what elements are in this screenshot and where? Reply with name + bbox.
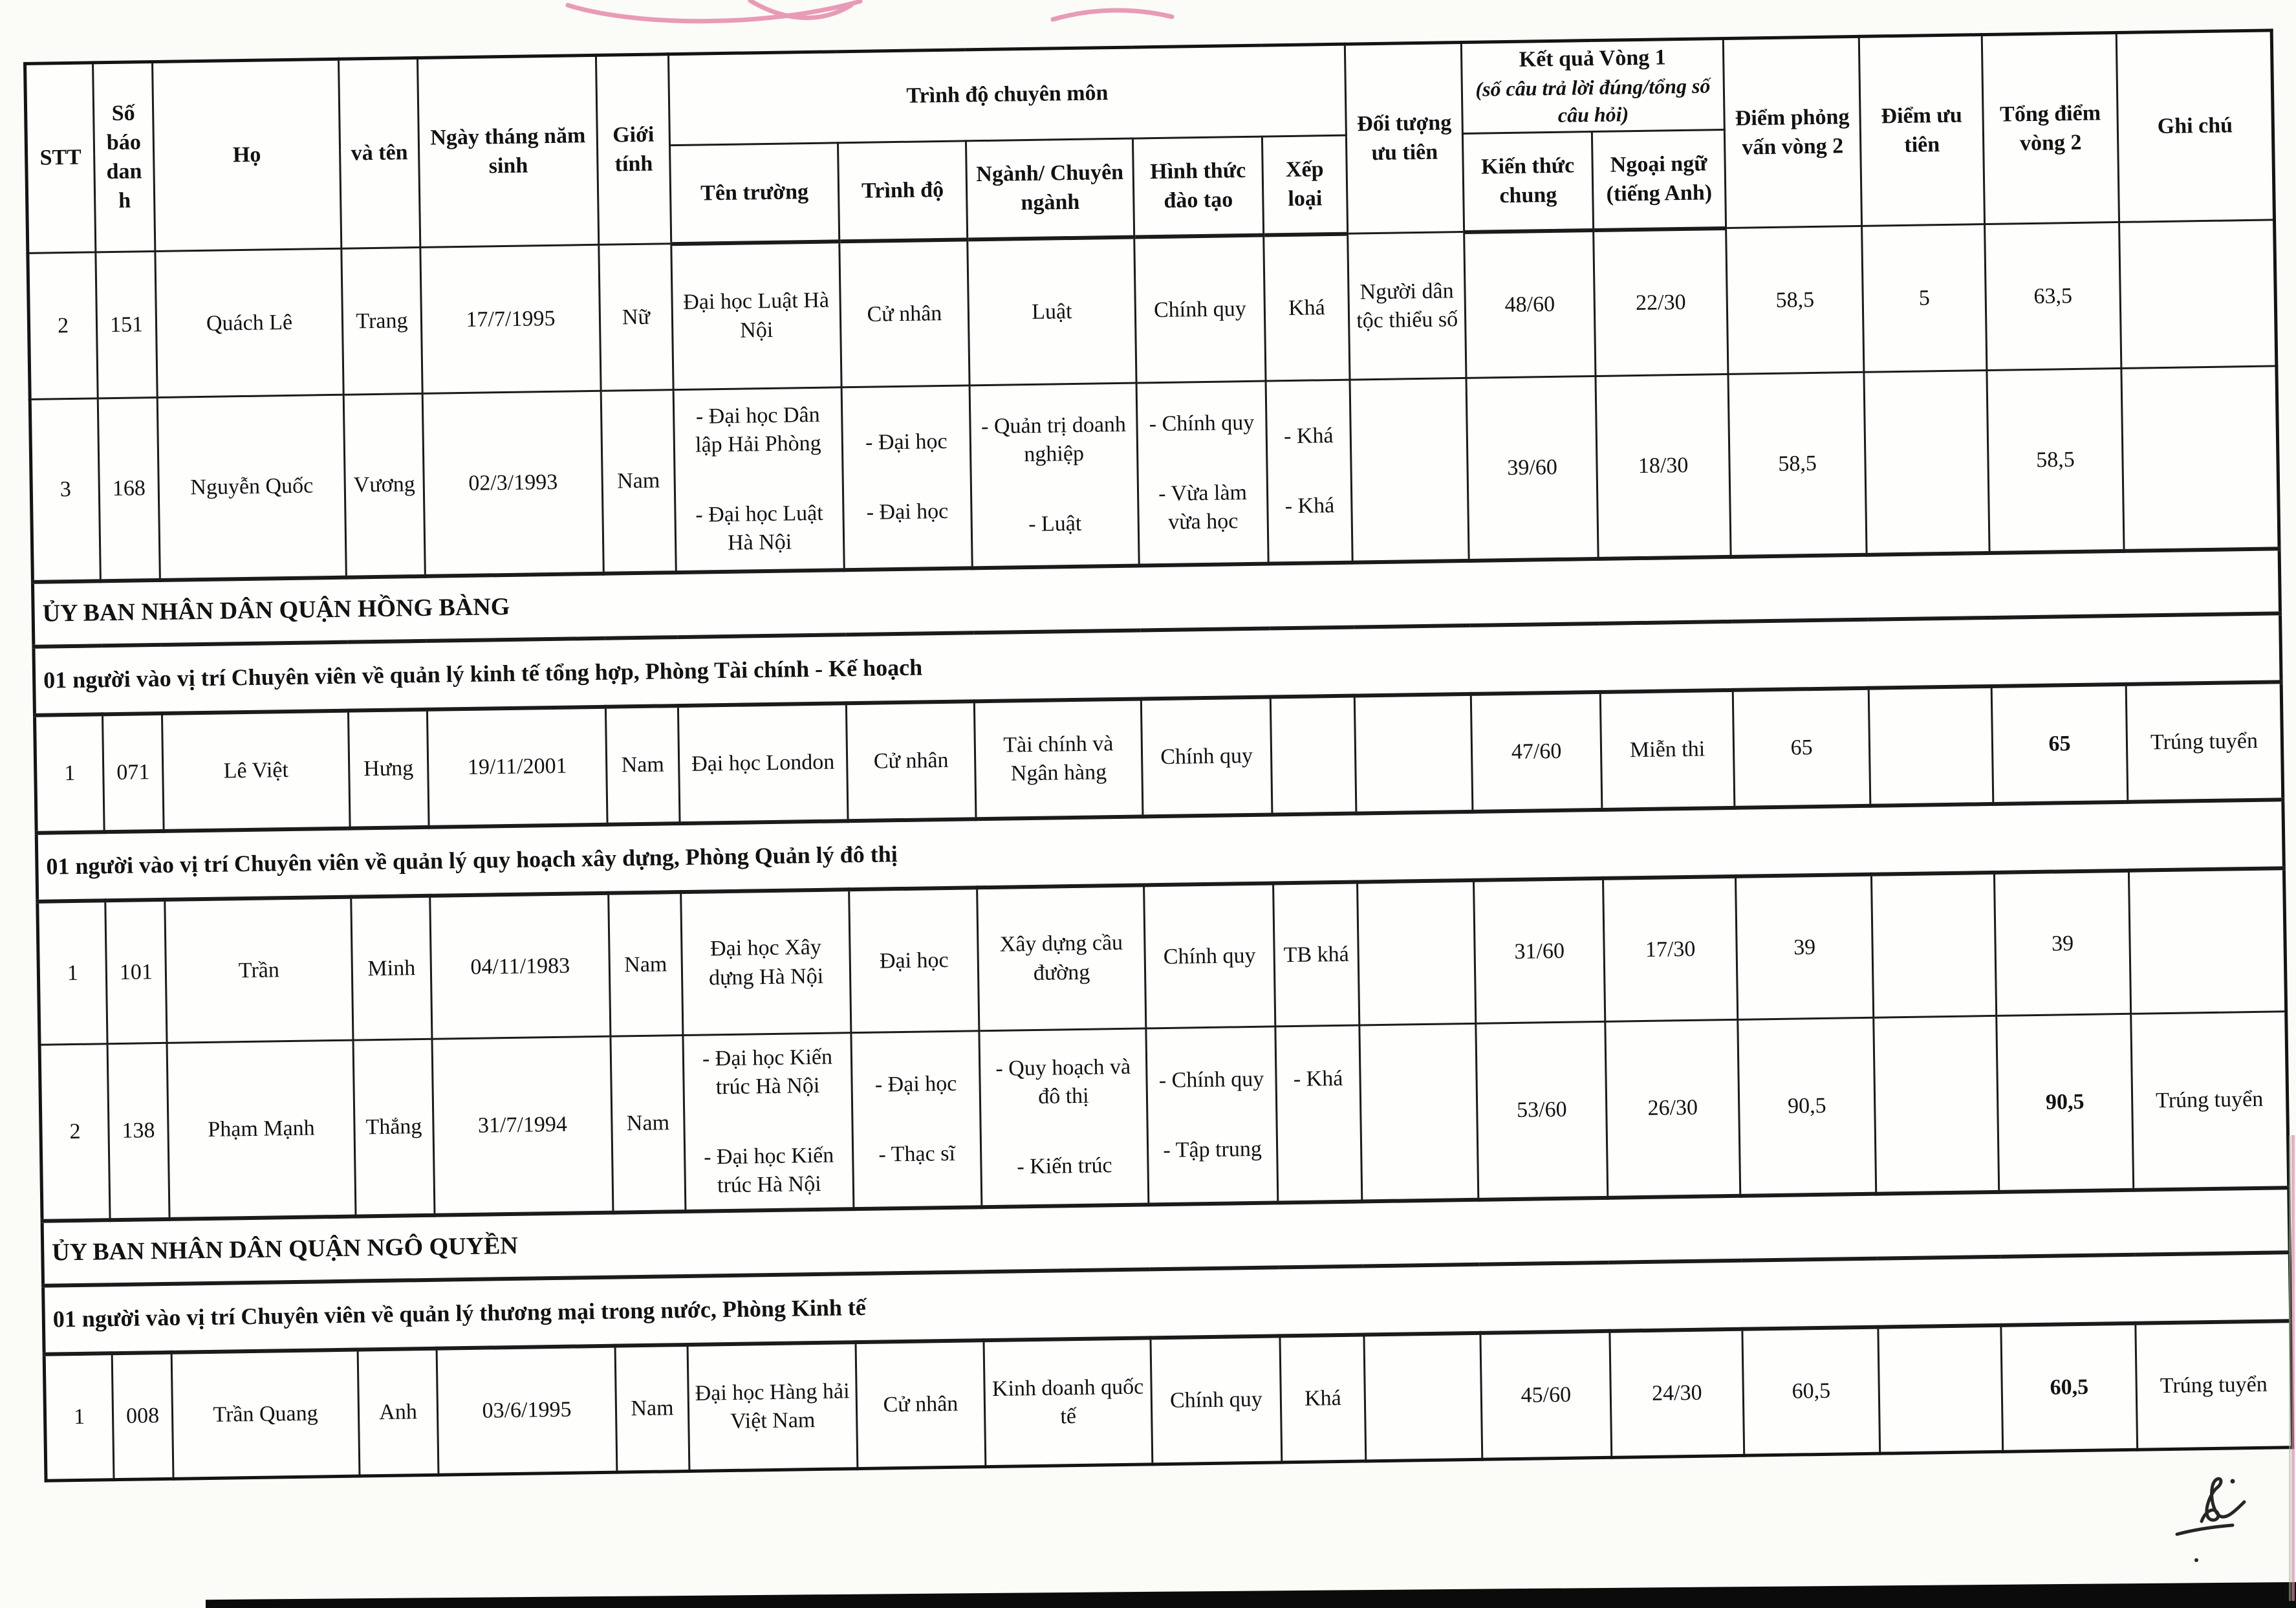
cell-stt: 2 — [39, 1044, 110, 1221]
cell-ngoai-ngu: 18/30 — [1596, 375, 1731, 559]
cell-so-bao-danh: 138 — [107, 1043, 169, 1220]
cell-gioi-tinh: Nữ — [599, 244, 673, 391]
cell-gioi-tinh: Nam — [605, 706, 680, 825]
cell-diem-phong-van: 39 — [1736, 875, 1874, 1020]
col-header-ho: Họ — [153, 59, 341, 252]
cell-trinh-do — [841, 386, 972, 570]
cell-stt: 1 — [34, 714, 104, 833]
cell-va-ten: Trang — [341, 248, 422, 395]
col-header-hinh-thuc: Hình thức đào tạo — [1132, 136, 1263, 237]
table-header — [25, 30, 2275, 254]
cell-so-bao-danh: 101 — [105, 900, 167, 1044]
position-row-label: 01 người vào vị trí Chuyên viên về quản lý thương mại trong nước, Phòng Kinh tế — [43, 1252, 2291, 1354]
col-header-ten-truong: Tên trường — [670, 143, 839, 244]
multi-entry-stack — [858, 1069, 975, 1169]
cell-doi-tuong-uu-tien — [1359, 1024, 1478, 1202]
cell-diem-uu-tien — [1878, 1325, 2003, 1454]
cell-trinh-do: Đại học — [849, 887, 979, 1033]
multi-entry-stack — [1143, 409, 1262, 538]
multi-entry-stack — [680, 400, 838, 558]
cell-ngay-sinh: 31/7/1994 — [432, 1037, 613, 1215]
section-row-label: ỦY BAN NHÂN DÂN QUẬN NGÔ QUYỀN — [42, 1188, 2290, 1286]
cell-ngoai-ngu: Miễn thi — [1600, 690, 1735, 810]
cell-so-bao-danh: 151 — [96, 252, 157, 398]
cell-xep-loai — [1266, 380, 1352, 563]
cell-hinh-thuc: Chính quy — [1144, 883, 1275, 1028]
cell-diem-uu-tien — [1864, 371, 1989, 555]
cell-tong-diem: 63,5 — [1985, 223, 2121, 371]
cell-line: - Khá — [1284, 494, 1335, 519]
cell-tong-diem: 58,5 — [1987, 369, 2124, 553]
cell-trinh-do — [851, 1031, 982, 1209]
cell-ngoai-ngu: 24/30 — [1610, 1329, 1744, 1458]
cell-nganh — [979, 1028, 1149, 1207]
cell-va-ten: Vương — [343, 394, 425, 578]
cell-line: - Tập trung — [1163, 1136, 1262, 1163]
cell-tong-diem: 60,5 — [2001, 1323, 2138, 1452]
cell-line: - Đại học — [874, 1071, 957, 1097]
col-header-diem-uu-tien: Điểm ưu tiên — [1859, 35, 1984, 226]
cell-line: - Đại học — [865, 429, 948, 455]
cell-line: - Đại học Dân lập Hải Phòng — [695, 402, 821, 457]
col-header-va-ten: và tên — [338, 58, 420, 248]
cell-line: - Vừa làm vừa học — [1158, 481, 1248, 535]
cell-line: - Đại học Kiến trúc Hà Nội — [703, 1143, 834, 1198]
cell-hinh-thuc: Chính quy — [1151, 1336, 1282, 1464]
cell-stt: 1 — [44, 1353, 114, 1481]
cell-nganh: Luật — [968, 237, 1136, 386]
cell-xep-loai: Khá — [1264, 234, 1350, 381]
cell-gioi-tinh: Nam — [601, 390, 676, 574]
cell-ghi-chu: Trúng tuyển — [2126, 682, 2283, 802]
cell-tong-diem: 65 — [1991, 684, 2128, 804]
cell-diem-phong-van: 58,5 — [1726, 226, 1864, 375]
cell-gioi-tinh: Nam — [615, 1345, 689, 1473]
cell-diem-uu-tien: 5 — [1862, 224, 1987, 373]
cell-tong-diem: 90,5 — [1997, 1014, 2134, 1192]
cell-diem-uu-tien — [1868, 686, 1993, 806]
cell-ngay-sinh: 19/11/2001 — [427, 707, 607, 827]
cell-kien-thuc-chung: 48/60 — [1464, 230, 1596, 378]
cell-tong-diem: 39 — [1994, 871, 2130, 1016]
col-header-ngoai-ngu: Ngoại ngữ (tiếng Anh) — [1592, 130, 1726, 230]
cell-ghi-chu — [2121, 366, 2279, 551]
cell-gioi-tinh: Nam — [609, 892, 683, 1037]
position-row-label: 01 người vào vị trí Chuyên viên về quản lý kinh tế tổng hợp, Phòng Tài chính - Kế hoạch — [34, 613, 2281, 715]
col-header-diem-phong-van: Điểm phỏng vấn vòng 2 — [1723, 36, 1861, 228]
cell-stt: 1 — [38, 900, 107, 1045]
multi-entry-stack — [689, 1043, 848, 1201]
multi-entry-stack — [976, 410, 1132, 539]
cell-ngoai-ngu: 17/30 — [1603, 876, 1738, 1022]
cell-hinh-thuc — [1146, 1027, 1278, 1204]
results-table — [23, 28, 2294, 1483]
multi-entry-stack — [1272, 422, 1345, 521]
cell-ten-truong: Đại học London — [678, 703, 848, 823]
cell-line: - Quản trị doanh nghiệp — [980, 412, 1127, 467]
col-group-trinh-do-chuyen-mon: Trình độ chuyên môn — [668, 44, 1346, 146]
cell-diem-phong-van: 60,5 — [1742, 1327, 1880, 1456]
results-table-wrap — [23, 28, 2292, 1483]
candidate-row — [30, 366, 2279, 582]
cell-kien-thuc-chung: 45/60 — [1480, 1331, 1612, 1460]
cell-kien-thuc-chung: 39/60 — [1466, 376, 1598, 561]
cell-line: - Luật — [1028, 511, 1082, 537]
section-row-label: ỦY BAN NHÂN DÂN QUẬN HỒNG BÀNG — [32, 549, 2280, 647]
col-header-ngay-sinh: Ngày tháng năm sinh — [417, 55, 598, 247]
cell-doi-tuong-uu-tien: Người dân tộc thiểu số — [1348, 232, 1466, 380]
cell-ngay-sinh: 17/7/1995 — [420, 245, 601, 394]
cell-ngoai-ngu: 26/30 — [1605, 1020, 1740, 1198]
cell-doi-tuong-uu-tien — [1358, 880, 1476, 1026]
scan-bottom-edge — [206, 1582, 2296, 1608]
col-header-xep-loai: Xếp loại — [1262, 136, 1347, 235]
cell-nganh — [969, 383, 1139, 568]
multi-entry-stack — [1282, 1064, 1355, 1162]
cell-kien-thuc-chung: 53/60 — [1476, 1022, 1608, 1200]
cell-line: - Kiến trúc — [1017, 1153, 1112, 1179]
position-row-label: 01 người vào vị trí Chuyên viên về quản lý quy hoạch xây dựng, Phòng Quản lý đô thị — [36, 799, 2284, 902]
cell-line: - Đại học Kiến trúc Hà Nội — [702, 1045, 833, 1100]
col-header-doi-tuong-uu-tien: Đối tượng ưu tiên — [1345, 43, 1464, 234]
cell-ho: Quách Lê — [155, 249, 343, 398]
cell-ghi-chu — [2119, 220, 2277, 369]
col-group-ket-qua-vong1 — [1461, 39, 1724, 134]
cell-nganh: Tài chính và Ngân hàng — [974, 699, 1143, 819]
col-header-trinh-do: Trình độ — [838, 141, 967, 241]
cell-trinh-do: Cử nhân — [846, 701, 976, 821]
cell-xep-loai: TB khá — [1273, 882, 1359, 1027]
cell-ten-truong — [683, 1033, 854, 1211]
cell-diem-phong-van: 58,5 — [1728, 373, 1867, 557]
multi-entry-stack — [986, 1052, 1142, 1182]
col-header-gioi-tinh: Giới tính — [596, 54, 671, 245]
cell-line: - Đại học — [866, 499, 949, 525]
ket-qua-vong1-title: Kết quả Vòng 1 — [1519, 45, 1667, 72]
cell-gioi-tinh: Nam — [611, 1036, 686, 1213]
scan-edge-fringe-pink — [2291, 1135, 2295, 1601]
cell-ho: Nguyễn Quốc — [157, 395, 346, 580]
cell-nganh: Kinh doanh quốc tế — [984, 1338, 1153, 1467]
cell-doi-tuong-uu-tien — [1350, 378, 1469, 563]
cell-kien-thuc-chung: 31/60 — [1474, 878, 1605, 1024]
col-header-ghi-chu: Ghi chú — [2116, 30, 2274, 223]
cell-line: - Chính quy — [1158, 1067, 1264, 1093]
candidate-row — [39, 1012, 2289, 1221]
cell-trinh-do: Cử nhân — [839, 239, 969, 387]
cell-trinh-do: Cử nhân — [856, 1340, 986, 1469]
cell-ngay-sinh: 04/11/1983 — [430, 893, 611, 1039]
cell-ten-truong: Đại học Luật Hà Nội — [671, 241, 841, 390]
cell-so-bao-danh: 008 — [112, 1353, 173, 1480]
cell-ten-truong: Đại học Hàng hải Việt Nam — [688, 1342, 858, 1472]
cell-va-ten: Thắng — [353, 1039, 435, 1217]
table-body — [28, 220, 2293, 1481]
cell-hinh-thuc — [1136, 381, 1268, 565]
cell-stt: 2 — [28, 252, 98, 400]
cell-diem-uu-tien — [1874, 1016, 1999, 1194]
cell-line: - Khá — [1293, 1066, 1343, 1091]
cell-line: - Đại học Luật Hà Nội — [695, 501, 823, 556]
multi-entry-stack — [849, 427, 966, 527]
cell-diem-phong-van: 90,5 — [1738, 1018, 1876, 1196]
col-header-stt: STT — [25, 63, 96, 254]
col-header-nganh: Ngành/ Chuyên ngành — [966, 138, 1134, 239]
col-header-kien-thuc-chung: Kiến thức chung — [1462, 132, 1593, 232]
cell-ten-truong — [673, 387, 844, 572]
cell-ghi-chu: Trúng tuyển — [2131, 1012, 2289, 1190]
cell-line — [1283, 1135, 1356, 1163]
cell-ho: Trần Quang — [171, 1349, 360, 1479]
cell-diem-uu-tien — [1871, 873, 1996, 1018]
cell-hinh-thuc: Chính quy — [1134, 235, 1266, 383]
cell-kien-thuc-chung: 47/60 — [1471, 692, 1602, 812]
cell-ho: Trần — [165, 896, 353, 1043]
cell-ghi-chu — [2128, 868, 2286, 1014]
cell-ngay-sinh: 02/3/1993 — [422, 391, 603, 576]
cell-diem-phong-van: 65 — [1733, 688, 1870, 808]
col-header-tong-diem: Tổng điểm vòng 2 — [1982, 32, 2119, 224]
cell-so-bao-danh: 168 — [98, 398, 160, 581]
ket-qua-vong1-subtitle: (số câu trả lời đúng/tổng số câu hỏi) — [1475, 74, 1711, 127]
scan-edge-fringe-green — [2289, 1135, 2291, 1601]
cell-doi-tuong-uu-tien — [1364, 1333, 1482, 1462]
cell-doi-tuong-uu-tien — [1354, 694, 1473, 814]
cell-hinh-thuc: Chính quy — [1141, 697, 1272, 816]
cell-ho: Phạm Mạnh — [167, 1040, 356, 1219]
multi-entry-stack — [1153, 1065, 1271, 1165]
cell-ngoai-ngu: 22/30 — [1594, 228, 1728, 376]
cell-so-bao-danh: 071 — [102, 713, 164, 832]
cell-nganh: Xây dựng cầu đường — [977, 885, 1146, 1031]
cell-ho: Lê Việt — [162, 711, 350, 831]
cell-va-ten: Anh — [358, 1349, 439, 1477]
cell-line: - Quy hoạch và đô thị — [995, 1054, 1131, 1109]
cell-va-ten: Hưng — [348, 710, 429, 829]
col-header-so-bao-danh: Số báo danh — [93, 62, 155, 253]
cell-xep-loai — [1270, 695, 1356, 814]
cell-ngay-sinh: 03/6/1995 — [437, 1345, 617, 1475]
signature-mark — [2134, 1449, 2296, 1578]
cell-xep-loai: Khá — [1280, 1334, 1366, 1462]
cell-xep-loai — [1275, 1025, 1362, 1202]
cell-line: - Khá — [1283, 423, 1334, 449]
cell-ten-truong: Đại học Xây dựng Hà Nội — [681, 889, 851, 1036]
cell-line: - Chính quy — [1149, 410, 1255, 437]
cell-line: - Thạc sĩ — [878, 1141, 956, 1167]
cell-stt: 3 — [30, 398, 100, 582]
cell-va-ten: Minh — [351, 896, 432, 1041]
cell-ghi-chu: Trúng tuyển — [2136, 1321, 2293, 1450]
